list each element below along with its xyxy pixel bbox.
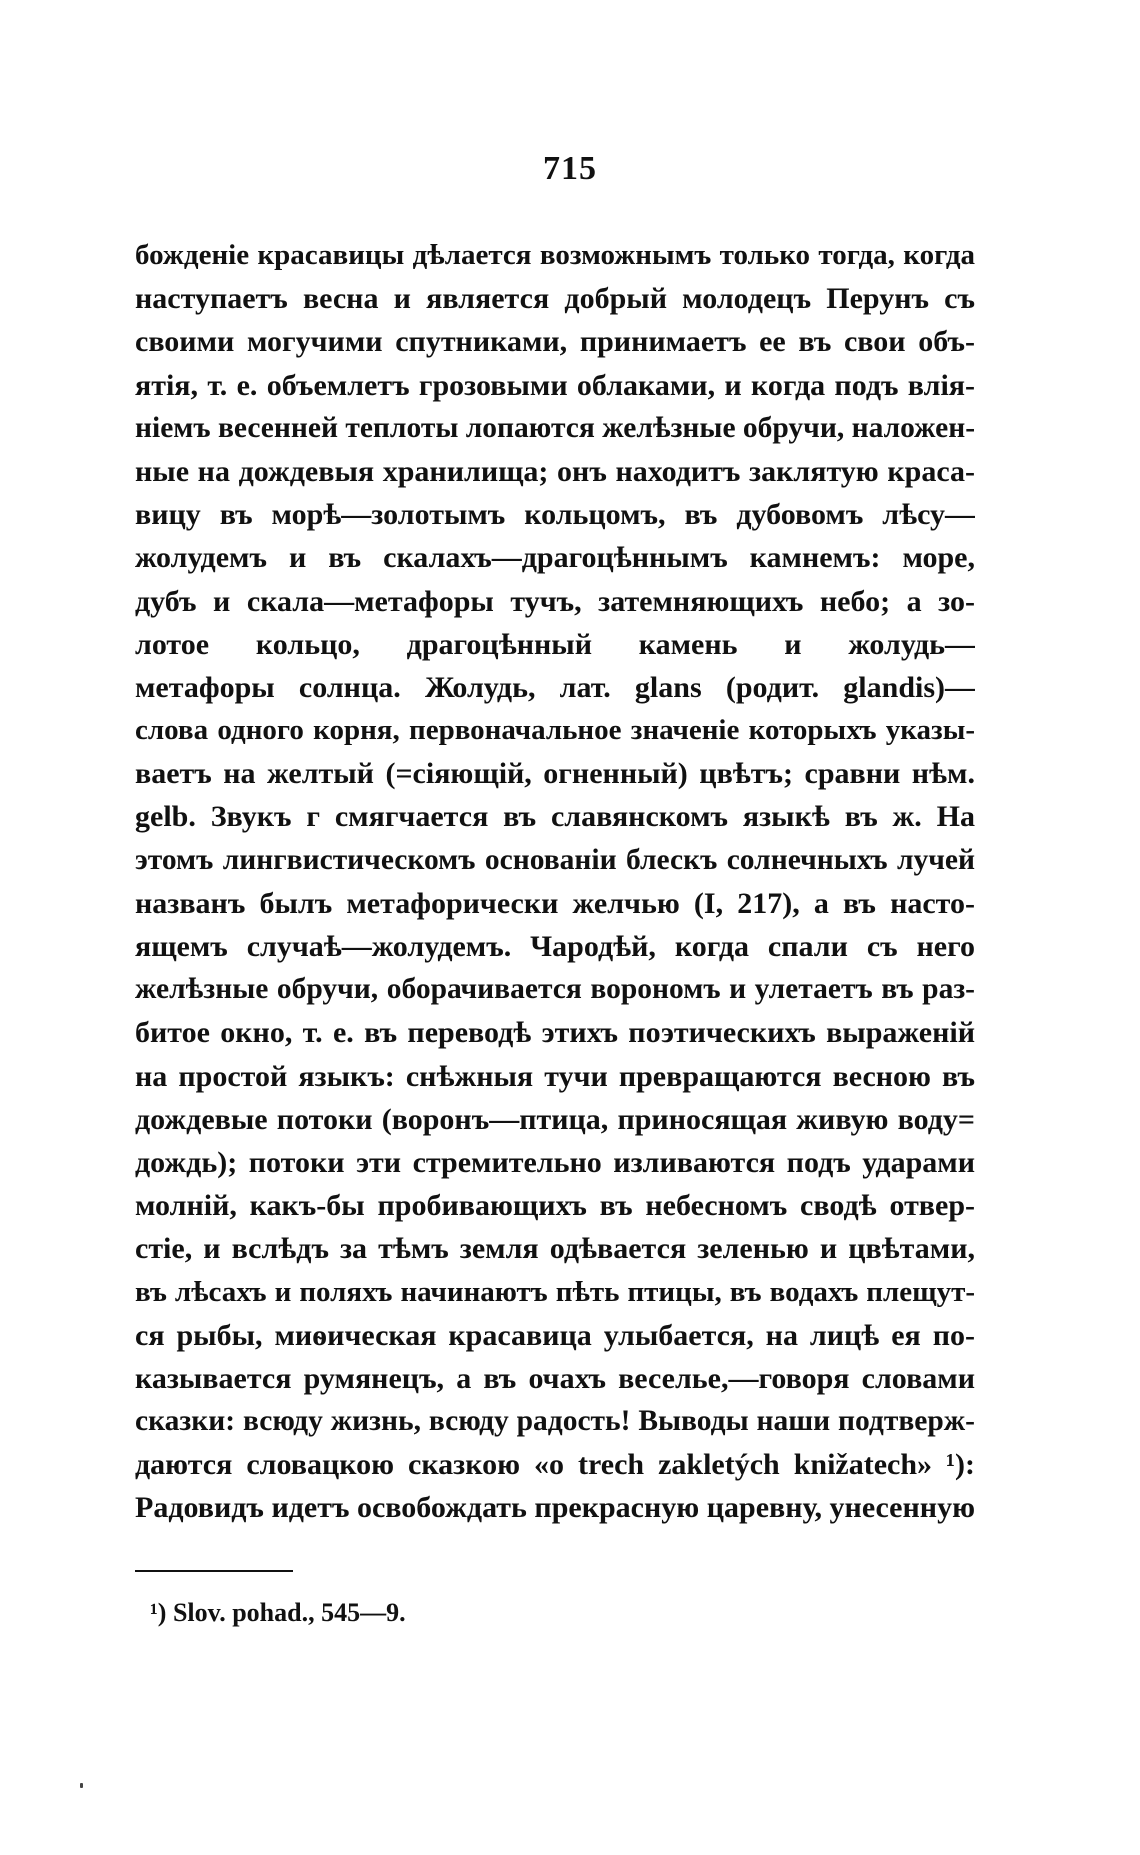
text-line: своими могучими спутниками, принимаетъ ее въ свои объ- [135, 325, 975, 359]
text-line: названъ былъ метафорически желчью (I, 217), а въ насто- [135, 886, 975, 920]
text-line: дубъ и скала—метафоры тучъ, затемняющихъ небо; а зо- [135, 584, 975, 618]
text-line: стіе, и вслѣдъ за тѣмъ земля одѣвается зеленью и цвѣтами, [135, 1232, 975, 1266]
text-line: лотое кольцо, драгоцѣнный камень и жолудь— [135, 627, 975, 661]
body-text [135, 234, 975, 1530]
text-line: ятія, т. е. объемлетъ грозовыми облаками, и когда подъ влія- [135, 368, 975, 402]
text-line: дождевые потоки (воронъ—птица, приносящая живую воду= [135, 1102, 975, 1136]
text-line: сказки: всюду жизнь, всюду радость! Выводы наши подтверж- [135, 1405, 975, 1438]
text-line: вицу въ морѣ—золотымъ кольцомъ, въ дубовомъ лѣсу— [135, 498, 975, 532]
text-line: gelb. Звукъ г смягчается въ славянскомъ языкѣ въ ж. На [135, 800, 975, 834]
text-line: дождь); потоки эти стремительно изливаются подъ ударами [135, 1145, 975, 1179]
print-speck [80, 1783, 83, 1788]
page-number: 715 [543, 150, 597, 187]
text-line: ящемъ случаѣ—жолудемъ. Чародѣй, когда спали съ него [135, 930, 975, 963]
text-line: ся рыбы, миѳическая красавица улыбается, на лицѣ ея по- [135, 1318, 975, 1352]
text-line: слова одного корня, первоначальное значеніе которыхъ указы- [135, 714, 975, 747]
text-line: молній, какъ-бы пробивающихъ въ небесномъ сводѣ отвер- [135, 1189, 975, 1223]
text-line: Радовидъ идетъ освобождать прекрасную царевну, унесенную [135, 1491, 975, 1525]
text-line: битое окно, т. е. въ переводѣ этихъ поэтическихъ выраженій [135, 1016, 975, 1050]
text-line: метафоры солнца. Жолудь, лат. glans (родит. glandis)— [135, 670, 975, 704]
text-line: ваетъ на желтый (=сіяющій, огненный) цвѣтъ; сравни нѣм. [135, 757, 975, 791]
text-line: казывается румянецъ, а въ очахъ веселье,—говоря словами [135, 1361, 975, 1395]
text-line: божденіе красавицы дѣлается возможнымъ только тогда, когда [135, 239, 975, 271]
text-line: этомъ лингвистическомъ основаніи блескъ солнечныхъ лучей [135, 843, 975, 876]
text-line: жолудемъ и въ скалахъ—драгоцѣннымъ камнемъ: море, [135, 541, 975, 575]
text-line: ные на дождевыя хранилища; онъ находитъ заклятую краса- [135, 454, 975, 488]
text-line: даются словацкою сказкою «o trech zakletých knižatech» ¹): [135, 1448, 975, 1482]
text-line: въ лѣсахъ и поляхъ начинаютъ пѣть птицы, въ водахъ плещут- [135, 1275, 975, 1308]
text-line: желѣзные обручи, оборачивается ворономъ и улетаетъ въ раз- [135, 973, 975, 1006]
footnote: ¹) Slov. pohad., 545—9. [150, 1598, 406, 1627]
text-line: наступаетъ весна и является добрый молодецъ Перунъ съ [135, 282, 975, 316]
text-line: на простой языкъ: снѣжныя тучи превращаются весною въ [135, 1059, 975, 1093]
text-line: ніемъ весенней теплоты лопаются желѣзные обручи, наложен- [135, 411, 975, 444]
footnote-divider [135, 1570, 293, 1572]
